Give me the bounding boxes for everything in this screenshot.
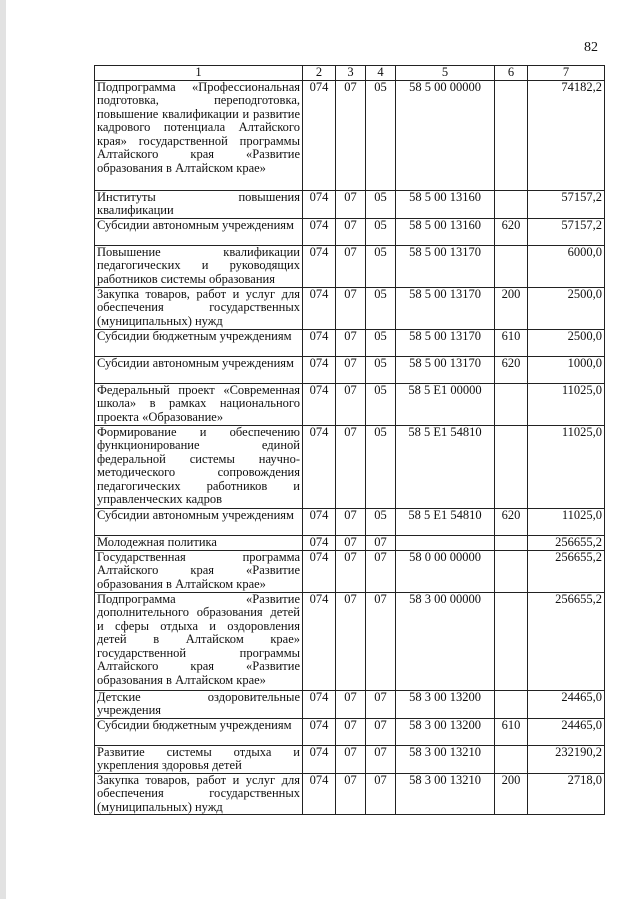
- admin-code: 074: [303, 218, 336, 245]
- column-header: 3: [336, 66, 366, 81]
- target-item-code: 58 0 00 00000: [396, 550, 495, 592]
- subsection-code: 07: [366, 550, 396, 592]
- target-item-code: 58 5 E1 54810: [396, 508, 495, 535]
- section-code: 07: [336, 218, 366, 245]
- section-code: 07: [336, 718, 366, 745]
- table-row: [95, 592, 605, 690]
- column-header: 2: [303, 66, 336, 81]
- amount: 256655,2: [528, 592, 605, 690]
- admin-code: 074: [303, 535, 336, 550]
- table-row: [95, 287, 605, 329]
- expense-type-code: [495, 535, 528, 550]
- item-name: Подпрограмма «Профессиональная подготовка, переподготовка, повышение квалификации и развитие кадрового потенциала Алтайского края» государственной программы Алтайского края «Развитие образования в Алтайском крае»: [95, 80, 303, 190]
- expense-type-code: [495, 690, 528, 718]
- item-name: Федеральный проект «Современная школа» в рамках национального проекта «Образование»: [95, 383, 303, 425]
- subsection-code: 05: [366, 425, 396, 508]
- table-row: [95, 550, 605, 592]
- item-name: Закупка товаров, работ и услуг для обеспечения государственных (муниципальных) нужд: [95, 773, 303, 815]
- admin-code: 074: [303, 329, 336, 356]
- expense-type-code: [495, 425, 528, 508]
- section-code: 07: [336, 287, 366, 329]
- expense-type-code: [495, 383, 528, 425]
- section-code: 07: [336, 245, 366, 287]
- expense-type-code: 610: [495, 718, 528, 745]
- subsection-code: 07: [366, 690, 396, 718]
- item-name: Субсидии автономным учреждениям: [95, 218, 303, 245]
- item-name: Закупка товаров, работ и услуг для обеспечения государственных (муниципальных) нужд: [95, 287, 303, 329]
- admin-code: 074: [303, 745, 336, 773]
- column-header: 6: [495, 66, 528, 81]
- expense-type-code: 620: [495, 356, 528, 383]
- target-item-code: 58 5 00 13170: [396, 356, 495, 383]
- table-row: [95, 218, 605, 245]
- section-code: 07: [336, 535, 366, 550]
- amount: 11025,0: [528, 425, 605, 508]
- admin-code: 074: [303, 718, 336, 745]
- amount: 1000,0: [528, 356, 605, 383]
- target-item-code: 58 5 E1 00000: [396, 383, 495, 425]
- target-item-code: 58 5 00 00000: [396, 80, 495, 190]
- item-name: Субсидии бюджетным учреждениям: [95, 718, 303, 745]
- column-header: 1: [95, 66, 303, 81]
- section-code: 07: [336, 745, 366, 773]
- subsection-code: 05: [366, 245, 396, 287]
- target-item-code: 58 5 E1 54810: [396, 425, 495, 508]
- table-row: [95, 80, 605, 190]
- table-body: [95, 80, 605, 815]
- expense-type-code: 620: [495, 218, 528, 245]
- amount: 2500,0: [528, 329, 605, 356]
- section-code: 07: [336, 383, 366, 425]
- admin-code: 074: [303, 245, 336, 287]
- table-row: [95, 745, 605, 773]
- section-code: 07: [336, 190, 366, 218]
- admin-code: 074: [303, 592, 336, 690]
- section-code: 07: [336, 592, 366, 690]
- table-row: [95, 329, 605, 356]
- target-item-code: 58 5 00 13170: [396, 245, 495, 287]
- expense-type-code: 620: [495, 508, 528, 535]
- admin-code: 074: [303, 190, 336, 218]
- target-item-code: 58 3 00 13200: [396, 690, 495, 718]
- expense-type-code: [495, 190, 528, 218]
- table-row: [95, 356, 605, 383]
- target-item-code: 58 5 00 13160: [396, 218, 495, 245]
- page-number: 82: [584, 40, 598, 55]
- amount: 256655,2: [528, 535, 605, 550]
- amount: 11025,0: [528, 508, 605, 535]
- admin-code: 074: [303, 773, 336, 815]
- subsection-code: 05: [366, 287, 396, 329]
- section-code: 07: [336, 425, 366, 508]
- item-name: Развитие системы отдыха и укрепления здоровья детей: [95, 745, 303, 773]
- admin-code: 074: [303, 383, 336, 425]
- section-code: 07: [336, 508, 366, 535]
- target-item-code: 58 3 00 13210: [396, 773, 495, 815]
- table-row: [95, 535, 605, 550]
- expense-type-code: [495, 550, 528, 592]
- amount: 2500,0: [528, 287, 605, 329]
- header-row: [95, 66, 605, 81]
- subsection-code: 05: [366, 218, 396, 245]
- subsection-code: 07: [366, 535, 396, 550]
- table-row: [95, 718, 605, 745]
- section-code: 07: [336, 550, 366, 592]
- target-item-code: [396, 535, 495, 550]
- admin-code: 074: [303, 80, 336, 190]
- item-name: Молодежная политика: [95, 535, 303, 550]
- expense-type-code: 200: [495, 773, 528, 815]
- item-name: Формирование и обеспечению функционирование единой федеральной системы научно-методического сопровождения педагогических работников и управленческих кадров: [95, 425, 303, 508]
- item-name: Детские оздоровительные учреждения: [95, 690, 303, 718]
- amount: 74182,2: [528, 80, 605, 190]
- section-code: 07: [336, 690, 366, 718]
- subsection-code: 05: [366, 383, 396, 425]
- admin-code: 074: [303, 690, 336, 718]
- item-name: Повышение квалификации педагогических и руководящих работников системы образования: [95, 245, 303, 287]
- target-item-code: 58 5 00 13160: [396, 190, 495, 218]
- section-code: 07: [336, 329, 366, 356]
- column-header: 5: [396, 66, 495, 81]
- target-item-code: 58 3 00 13210: [396, 745, 495, 773]
- table-row: [95, 508, 605, 535]
- expense-type-code: 200: [495, 287, 528, 329]
- table-row: [95, 690, 605, 718]
- amount: 6000,0: [528, 245, 605, 287]
- subsection-code: 07: [366, 592, 396, 690]
- amount: 57157,2: [528, 218, 605, 245]
- amount: 232190,2: [528, 745, 605, 773]
- target-item-code: 58 5 00 13170: [396, 329, 495, 356]
- subsection-code: 07: [366, 718, 396, 745]
- budget-table: [94, 65, 605, 815]
- section-code: 07: [336, 773, 366, 815]
- item-name: Субсидии автономным учреждениям: [95, 508, 303, 535]
- target-item-code: 58 3 00 00000: [396, 592, 495, 690]
- expense-type-code: [495, 592, 528, 690]
- table-row: [95, 773, 605, 815]
- section-code: 07: [336, 356, 366, 383]
- expense-type-code: [495, 245, 528, 287]
- column-header: 4: [366, 66, 396, 81]
- subsection-code: 07: [366, 745, 396, 773]
- column-header: 7: [528, 66, 605, 81]
- amount: 57157,2: [528, 190, 605, 218]
- subsection-code: 05: [366, 356, 396, 383]
- item-name: Институты повышения квалификации: [95, 190, 303, 218]
- amount: 24465,0: [528, 690, 605, 718]
- target-item-code: 58 5 00 13170: [396, 287, 495, 329]
- amount: 11025,0: [528, 383, 605, 425]
- subsection-code: 05: [366, 190, 396, 218]
- expense-type-code: [495, 80, 528, 190]
- target-item-code: 58 3 00 13200: [396, 718, 495, 745]
- amount: 256655,2: [528, 550, 605, 592]
- admin-code: 074: [303, 508, 336, 535]
- scan-edge: [0, 0, 6, 899]
- expense-type-code: 610: [495, 329, 528, 356]
- admin-code: 074: [303, 550, 336, 592]
- subsection-code: 05: [366, 329, 396, 356]
- table-row: [95, 425, 605, 508]
- amount: 24465,0: [528, 718, 605, 745]
- table-row: [95, 383, 605, 425]
- subsection-code: 07: [366, 773, 396, 815]
- item-name: Подпрограмма «Развитие дополнительного образования детей и сферы отдыха и оздоровления детей в Алтайском крае» государственной программы Алтайского края «Развитие образования в Алтайском крае»: [95, 592, 303, 690]
- subsection-code: 05: [366, 508, 396, 535]
- amount: 2718,0: [528, 773, 605, 815]
- item-name: Субсидии автономным учреждениям: [95, 356, 303, 383]
- table-row: [95, 245, 605, 287]
- table-row: [95, 190, 605, 218]
- subsection-code: 05: [366, 80, 396, 190]
- admin-code: 074: [303, 425, 336, 508]
- section-code: 07: [336, 80, 366, 190]
- expense-type-code: [495, 745, 528, 773]
- admin-code: 074: [303, 356, 336, 383]
- item-name: Государственная программа Алтайского края «Развитие образования в Алтайском крае»: [95, 550, 303, 592]
- item-name: Субсидии бюджетным учреждениям: [95, 329, 303, 356]
- admin-code: 074: [303, 287, 336, 329]
